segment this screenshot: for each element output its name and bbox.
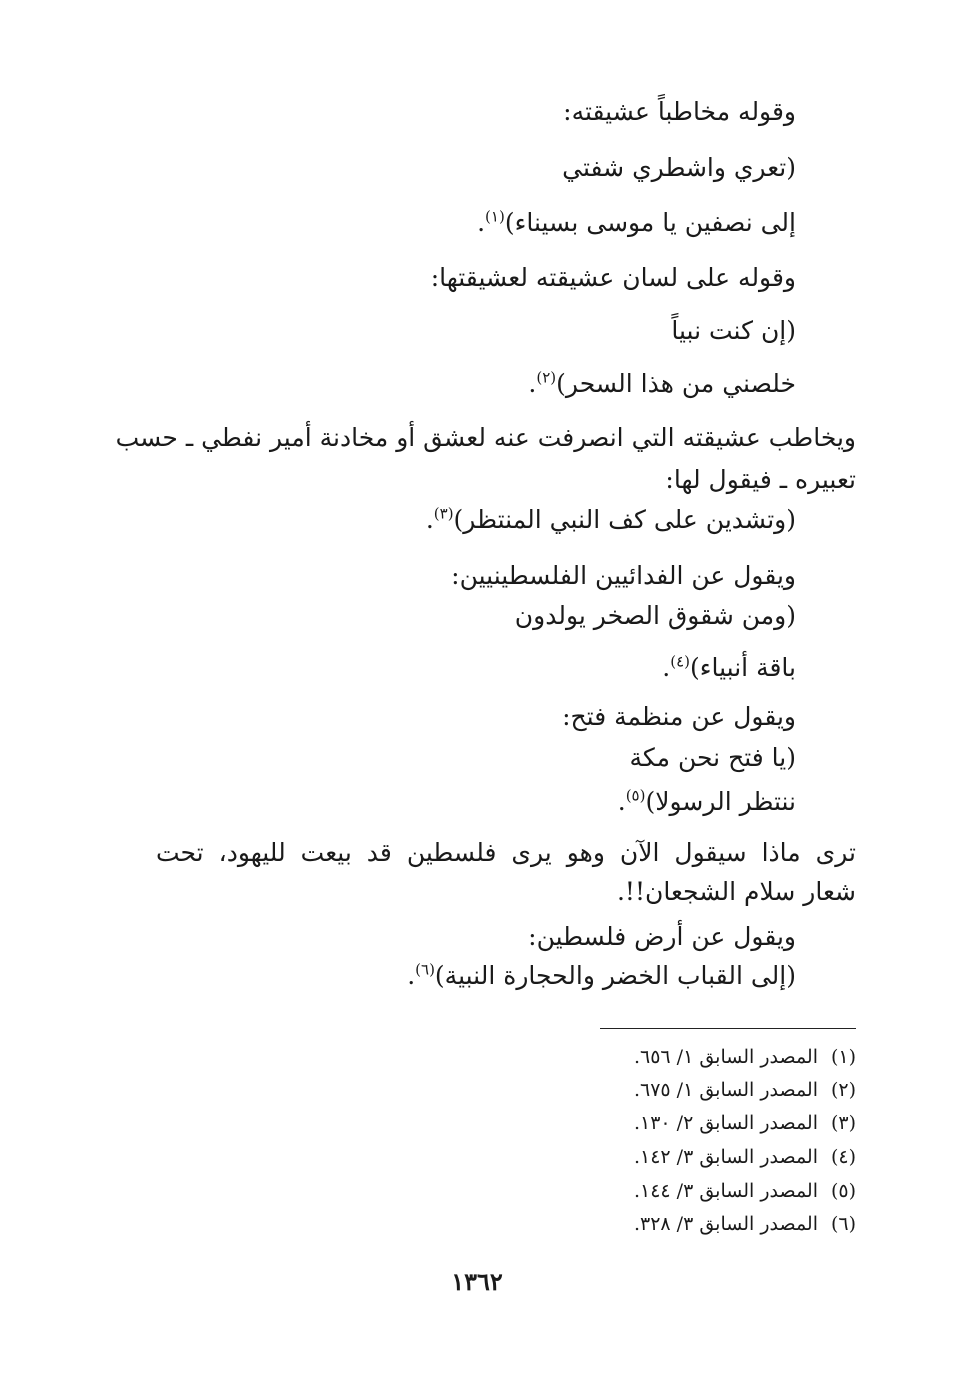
text-line-17: شعار سلام الشجعان!!. xyxy=(616,877,856,906)
text-line-16: ترى ماذا سيقول الآن وهو يرى فلسطين قد بيعت لليهود، تحت xyxy=(156,838,856,867)
footnote-number: (٥) xyxy=(830,1180,856,1202)
text-line-3: إلى نصفين يا موسى بسيناء)$^{(١)}$. xyxy=(477,207,796,237)
footnote-text: المصدر السابق ٢/ ١٣٠. xyxy=(633,1112,818,1134)
footnote-text: المصدر السابق ٣/ ١٤٤. xyxy=(633,1180,818,1202)
footnote-number: (٣) xyxy=(830,1112,856,1134)
text-line-19: (إلى القباب الخضر والحجارة النبية)$^{(٦)}$. xyxy=(407,960,796,990)
footnote-text: المصدر السابق ٣/ ١٤٢. xyxy=(633,1146,818,1168)
footnote-3 xyxy=(634,1108,856,1138)
footnote-text: المصدر السابق ٣/ ٣٢٨. xyxy=(633,1213,818,1235)
text-line-4: وقوله على لسان عشيقته لعشيقتها: xyxy=(430,263,796,292)
footnote-1 xyxy=(634,1042,856,1072)
footnote-6 xyxy=(634,1209,856,1239)
text-line-11: (ومن شقوق الصخر يولدون xyxy=(514,601,796,630)
footnote-4 xyxy=(634,1142,856,1172)
footnote-ref-6: (٦) xyxy=(415,960,435,979)
footnote-ref-5: (٥) xyxy=(625,786,646,805)
footnote-separator xyxy=(600,1028,856,1029)
text-line-2: (تعري واشطري شفتي xyxy=(562,153,796,182)
text-line-1: وقوله مخاطباً عشيقته: xyxy=(563,97,796,126)
text-line-12: باقة أنبياء)$^{(٤)}$. xyxy=(662,652,796,682)
text-line-15: ننتظر الرسولا)$^{(٥)}$. xyxy=(617,786,796,816)
footnote-text: المصدر السابق ١/ ٦٥٦. xyxy=(633,1046,818,1068)
footnote-text: المصدر السابق ١/ ٦٧٥. xyxy=(633,1079,818,1101)
text-line-10: ويقول عن الفدائيين الفلسطينيين: xyxy=(451,561,796,590)
footnote-number: (٦) xyxy=(830,1213,856,1235)
text-line-9: (وتشدين على كف النبي المنتظر)$^{(٣)}$. xyxy=(425,504,796,534)
text-line-6: خلصني من هذا السحر)$^{(٢)}$. xyxy=(528,368,796,398)
text-line-14: (يا فتح نحن مكة xyxy=(629,743,796,772)
text-line-13: ويقول عن منظمة فتح: xyxy=(562,702,796,731)
footnote-number: (٢) xyxy=(830,1079,856,1101)
footnote-ref-2: (٢) xyxy=(536,368,557,387)
footnote-number: (٤) xyxy=(830,1146,856,1168)
footnote-ref-1: (١) xyxy=(485,207,505,226)
text-line-18: ويقول عن أرض فلسطين: xyxy=(528,922,796,951)
text-line-7: ويخاطب عشيقته التي انصرفت عنه لعشق أو مخادنة أمير نفطي ـ حسب xyxy=(115,423,856,452)
footnote-5 xyxy=(634,1176,856,1206)
footnote-2 xyxy=(634,1075,856,1105)
footnote-number: (١) xyxy=(830,1046,856,1068)
footnote-ref-4: (٤) xyxy=(670,652,690,671)
page-number: ١٣٦٢ xyxy=(451,1267,503,1296)
text-line-5: (إن كنت نبياً xyxy=(671,316,796,345)
footnote-ref-3: (٣) xyxy=(433,504,454,523)
text-line-8: تعبيره ـ فيقول لها: xyxy=(665,465,856,494)
